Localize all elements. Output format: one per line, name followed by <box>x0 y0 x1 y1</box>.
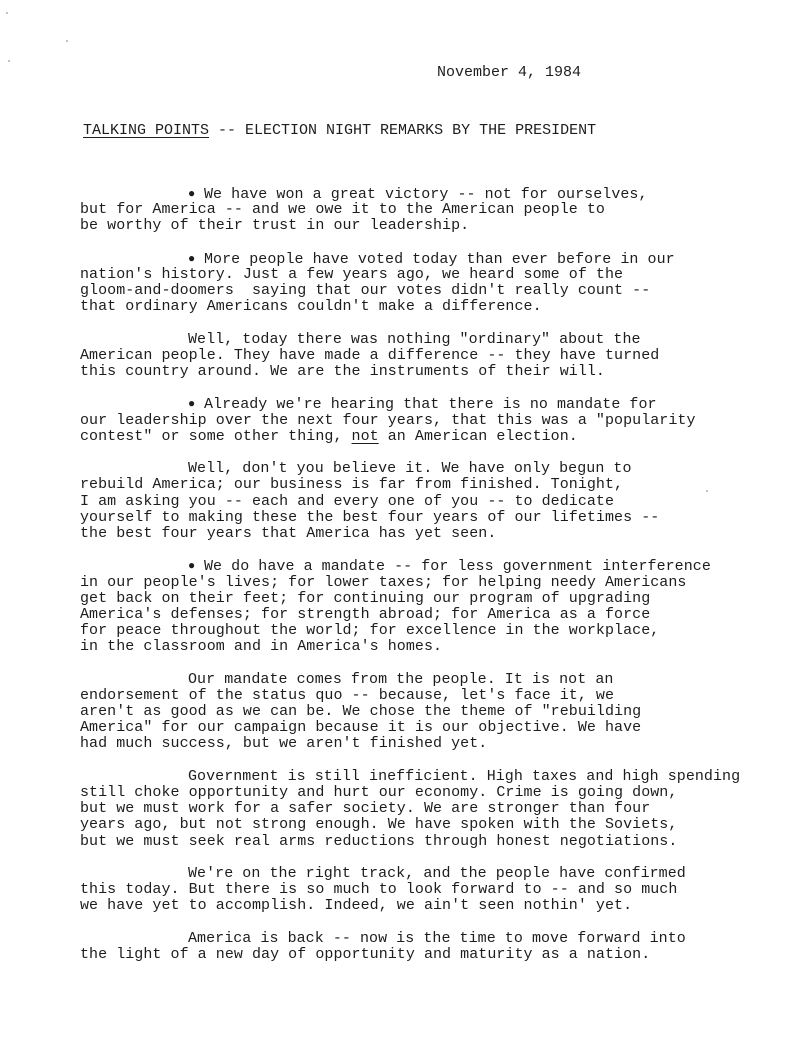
paragraph-line: get back on their feet; for continuing our program of upgrading <box>80 589 651 607</box>
paragraph-line: the light of a new day of opportunity and maturity as a nation. <box>80 945 651 963</box>
paragraph-line: endorsement of the status quo -- because, let's face it, we <box>80 686 615 704</box>
paragraph <box>80 396 770 445</box>
paragraph-line: years ago, but not strong enough. We have spoken with the Soviets, <box>80 816 678 834</box>
bullet-icon: ● <box>188 397 196 412</box>
paragraph <box>80 866 770 915</box>
paragraph <box>80 332 770 381</box>
paragraph-line: for peace throughout the world; for excellence in the workplace, <box>80 622 660 640</box>
paragraph-line: in our people's lives; for lower taxes; for helping needy Americans <box>80 573 687 591</box>
paragraph-line: contest" or some other thing, not an American election. <box>80 427 578 445</box>
scan-speck <box>66 40 68 42</box>
document-title <box>83 122 596 139</box>
paragraph-line: Our mandate comes from the people. It is not an <box>188 670 614 688</box>
paragraph-line: still choke opportunity and hurt our economy. Crime is going down, <box>80 783 678 801</box>
paragraph-line: but we must work for a safer society. We are stronger than four <box>80 800 651 818</box>
paragraph-line: our leadership over the next four years, that this was a "popularity <box>80 411 696 429</box>
paragraph <box>80 931 770 963</box>
paragraph-line: Well, today there was nothing "ordinary" about the <box>188 330 641 348</box>
paragraph-line: Well, don't you believe it. We have only begun to <box>188 460 632 478</box>
paragraph <box>80 558 770 655</box>
paragraph-line: but for America -- and we owe it to the American people to <box>80 201 605 219</box>
title-rest: -- ELECTION NIGHT REMARKS BY THE PRESIDENT <box>209 122 597 139</box>
emphasis-not: not <box>351 427 379 445</box>
paragraph-line: ● More people have voted today than ever before in our <box>188 250 675 268</box>
paragraph-line: that ordinary Americans couldn't make a difference. <box>80 298 542 316</box>
paragraph-line: rebuild America; our business is far from finished. Tonight, <box>80 476 624 494</box>
paragraph-line: nation's history. Just a few years ago, we heard some of the <box>80 265 624 283</box>
paragraph-line: We're on the right track, and the people have confirmed <box>188 864 686 882</box>
scan-speck <box>8 60 10 62</box>
paragraph-line: had much success, but we aren't finished yet. <box>80 735 488 753</box>
paragraph <box>80 461 770 542</box>
paragraph-line: America is back -- now is the time to move forward into <box>188 929 686 947</box>
paragraph-line: gloom-and-doomers saying that our votes didn't really count -- <box>80 282 651 300</box>
paragraph-line: be worthy of their trust in our leadership. <box>80 217 470 235</box>
paragraph-line: ● We do have a mandate -- for less government interference <box>188 558 711 576</box>
paragraph-line: ● Already we're hearing that there is no mandate for <box>188 396 657 414</box>
paragraph-line: this today. But there is so much to look forward to -- and so much <box>80 881 678 899</box>
bullet-icon: ● <box>188 251 196 266</box>
paragraph-line: but we must seek real arms reductions through honest negotiations. <box>80 832 678 850</box>
paragraph-line: America" for our campaign because it is our objective. We have <box>80 719 642 737</box>
paragraph-line: Government is still inefficient. High taxes and high spending <box>188 767 741 785</box>
paragraph <box>80 672 770 753</box>
document-date: November 4, 1984 <box>437 64 582 81</box>
paragraph-line: in the classroom and in America's homes. <box>80 638 443 656</box>
paragraph-line: the best four years that America has yet seen. <box>80 524 497 542</box>
paragraph <box>80 186 770 235</box>
document-body <box>80 186 770 979</box>
paragraph-line: this country around. We are the instruments of their will. <box>80 363 605 381</box>
title-underlined-part: TALKING POINTS <box>83 122 210 139</box>
paragraph-line: ● We have won a great victory -- not for ourselves, <box>188 186 648 203</box>
bullet-icon: ● <box>188 187 196 201</box>
bullet-icon: ● <box>188 559 196 574</box>
scan-speck <box>6 12 8 14</box>
paragraph-line: American people. They have made a difference -- they have turned <box>80 346 660 364</box>
paragraph-line: aren't as good as we can be. We chose the theme of "rebuilding <box>80 703 642 720</box>
paragraph-line: we have yet to accomplish. Indeed, we ain't seen nothin' yet. <box>80 897 633 915</box>
paragraph-line: America's defenses; for strength abroad; for America as a force <box>80 605 651 623</box>
paragraph-line: yourself to making these the best four years of our lifetimes -- <box>80 508 660 526</box>
paragraph <box>80 769 770 850</box>
paragraph-line: I am asking you -- each and every one of you -- to dedicate <box>80 492 615 510</box>
paragraph <box>80 251 770 316</box>
